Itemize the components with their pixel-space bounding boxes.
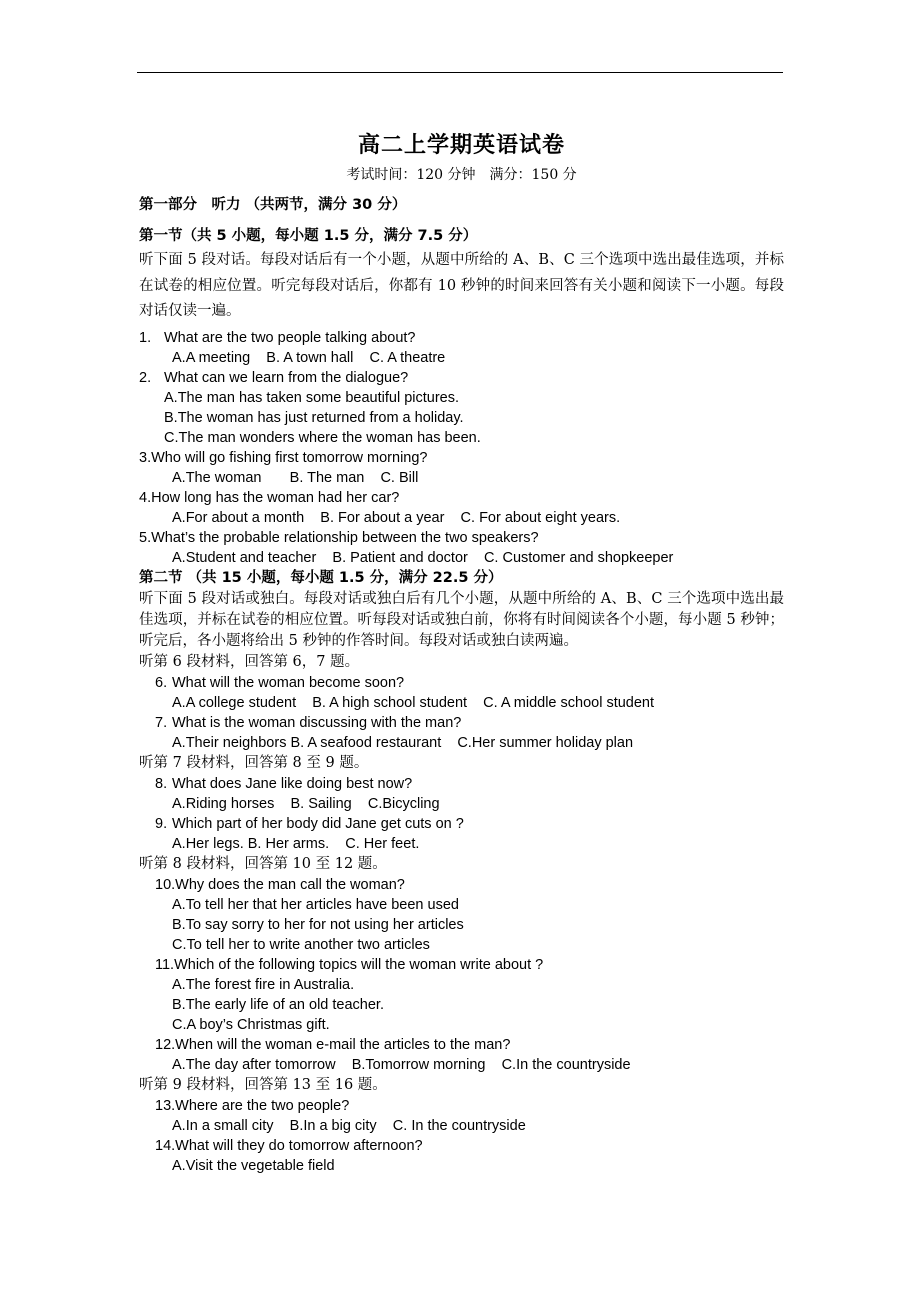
exam-time: 考试时间：120 分钟 xyxy=(346,167,476,183)
material-6-note: 听第 6 段材料，回答第 6，7 题。 xyxy=(139,653,360,670)
question-text: What are the two people talking about? xyxy=(164,329,416,346)
exam-info xyxy=(139,162,784,188)
question-2 xyxy=(139,368,784,388)
question-6-options: A.A college student B. A high school student C. A middle school student xyxy=(172,694,655,711)
question-13: 13.Where are the two people? xyxy=(155,1097,350,1114)
question-text: What will the woman become soon? xyxy=(172,674,405,691)
question-11: 11.Which of the following topics will the woman write about ? xyxy=(155,956,544,973)
question-4-options: A.For about a month B. For about a year C. For about eight years. xyxy=(172,509,621,526)
section1-instruction: 听下面 5 段对话。每段对话后有一个小题，从题中所给的 A、B、C 三个选项中选出最佳选项，并标在试卷的相应位置。听完每段对话后，你都有 10 秒钟的时间来回答有关小题和阅读下一小题。每段对话仅读一遍。 xyxy=(139,252,784,319)
question-14: 14.What will they do tomorrow afternoon? xyxy=(155,1137,423,1154)
question-text: Which part of her body did Jane get cuts on ? xyxy=(172,815,464,832)
question-10-option-b: B.To say sorry to her for not using her articles xyxy=(172,916,464,933)
question-number: 1. xyxy=(139,329,152,346)
material-9-note: 听第 9 段材料，回答第 13 至 16 题。 xyxy=(139,1076,387,1093)
question-1 xyxy=(139,328,784,348)
question-11-option-b: B.The early life of an old teacher. xyxy=(172,996,384,1013)
section2-heading: 第二节 （共 15 小题，每小题 1.5 分，满分 22.5 分） xyxy=(139,569,503,586)
question-3: 3.Who will go fishing first tomorrow morning? xyxy=(139,449,428,466)
page-title: 高二上学期英语试卷 xyxy=(357,133,565,158)
question-10: 10.Why does the man call the woman? xyxy=(155,876,405,893)
section1-heading: 第一节（共 5 小题，每小题 1.5 分，满分 7.5 分） xyxy=(139,228,478,244)
question-8 xyxy=(139,774,784,794)
question-9 xyxy=(139,814,784,834)
question-11-option-a: A.The forest fire in Australia. xyxy=(172,976,355,993)
question-11-option-c: C.A boy’s Christmas gift. xyxy=(172,1016,330,1033)
question-7 xyxy=(139,713,784,733)
question-number: 7. xyxy=(155,714,168,731)
question-number: 2. xyxy=(139,369,152,386)
question-8-options: A.Riding horses B. Sailing C.Bicycling xyxy=(172,795,440,812)
question-1-options: A.A meeting B. A town hall C. A theatre xyxy=(172,349,446,366)
question-10-option-a: A.To tell her that her articles have been used xyxy=(172,896,459,913)
question-12: 12.When will the woman e-mail the articles to the man? xyxy=(155,1036,511,1053)
question-number: 6. xyxy=(155,674,168,691)
question-2-option-c: C.The man wonders where the woman has been. xyxy=(164,429,481,446)
question-3-options: A.The woman B. The man C. Bill xyxy=(172,469,419,486)
question-5-options: A.Student and teacher B. Patient and doctor C. Customer and shopkeeper xyxy=(172,549,674,566)
part-heading: 第一部分 听力 （共两节，满分 30 分） xyxy=(139,197,407,213)
question-9-options: A.Her legs. B. Her arms. C. Her feet. xyxy=(172,835,420,852)
material-7-note: 听第 7 段材料，回答第 8 至 9 题。 xyxy=(139,754,369,771)
header-rule xyxy=(137,72,783,73)
question-14-option-a: A.Visit the vegetable field xyxy=(172,1157,335,1174)
question-number: 9. xyxy=(155,815,168,832)
question-10-option-c: C.To tell her to write another two articles xyxy=(172,936,430,953)
exam-page xyxy=(139,130,784,1176)
question-12-options: A.The day after tomorrow B.Tomorrow morning C.In the countryside xyxy=(172,1056,631,1073)
question-5: 5.What’s the probable relationship between the two speakers? xyxy=(139,529,539,546)
question-text: What does Jane like doing best now? xyxy=(172,775,413,792)
question-4: 4.How long has the woman had her car? xyxy=(139,489,400,506)
question-6 xyxy=(139,673,784,693)
question-2-option-a: A.The man has taken some beautiful pictures. xyxy=(164,389,459,406)
section2-instruction: 听下面 5 段对话或独白。每段对话或独白后有几个小题，从题中所给的 A、B、C 三个选项中选出最佳选项，并标在试卷的相应位置。听每段对话或独白前，你将有时间阅读各个小题，每小题 5 秒钟；听完后，各小题将给出 5 秒钟的作答时间。每段对话或独白读两遍。 xyxy=(139,590,784,649)
question-text: What can we learn from the dialogue? xyxy=(164,369,409,386)
question-number: 8. xyxy=(155,775,168,792)
question-13-options: A.In a small city B.In a big city C. In the countryside xyxy=(172,1117,526,1134)
full-score: 满分：150 分 xyxy=(489,167,577,183)
question-text: What is the woman discussing with the man? xyxy=(172,714,462,731)
material-8-note: 听第 8 段材料，回答第 10 至 12 题。 xyxy=(139,855,387,872)
question-2-option-b: B.The woman has just returned from a holiday. xyxy=(164,409,464,426)
question-7-options: A.Their neighbors B. A seafood restaurant C.Her summer holiday plan xyxy=(172,734,634,751)
